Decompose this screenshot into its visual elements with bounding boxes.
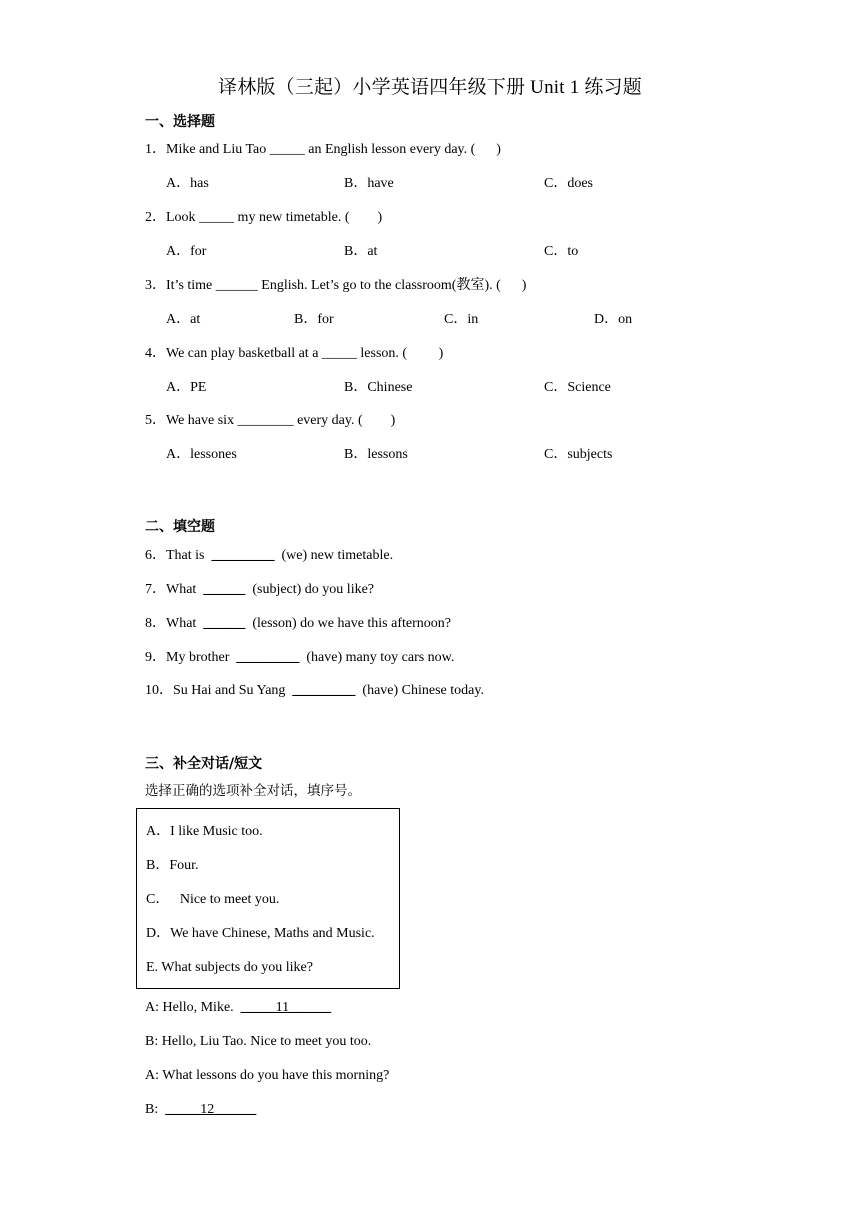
dialogue-line-2: B: Hello, Liu Tao. Nice to meet you too. [145,1034,372,1049]
q3-option-b: B．for [294,312,334,327]
q5-option-a: A．lessones [166,447,237,462]
box-option-b: B．Four. [146,858,199,873]
fill-item-10-pre: 10．Su Hai and Su Yang [145,683,293,698]
q3-option-d: D．on [594,312,633,327]
q5-option-c: C．subjects [544,447,613,462]
q4-option-c: C．Science [544,380,611,395]
fill-blank-6[interactable]: _________ [211,548,275,563]
options-box [136,808,400,989]
fill-item-9-post: (have) many toy cars now. [299,650,455,665]
dialogue-line-3: A: What lessons do you have this morning? [145,1068,390,1083]
q2-option-a: A．for [166,244,207,259]
fill-item-8 [145,614,451,634]
section-heading-fill-in: 二、填空题 [145,519,215,535]
q4-option-a: A．PE [166,380,207,395]
question-2: 2．Look _____ my new timetable. ( ) [145,210,383,225]
section-heading-multiple-choice: 一、选择题 [145,114,215,130]
fill-item-7-pre: 7．What [145,582,204,597]
q1-option-a: A．has [166,176,209,191]
box-option-a: A．I like Music too. [146,824,263,839]
box-option-d: D．We have Chinese, Maths and Music. [146,926,375,941]
q5-option-b: B．lessons [344,447,408,462]
dialogue-line-4 [145,1100,256,1120]
fill-blank-8[interactable]: ______ [203,616,246,631]
question-5: 5．We have six ________ every day. ( ) [145,413,396,428]
fill-item-10 [145,681,484,701]
fill-item-6-pre: 6．That is [145,548,212,563]
q4-option-b: B．Chinese [344,380,413,395]
fill-item-9-pre: 9．My brother [145,650,237,665]
fill-item-7 [145,580,374,600]
box-option-e: E. What subjects do you like? [146,960,313,975]
q2-option-c: C．to [544,244,579,259]
box-option-c: C． Nice to meet you. [146,892,280,907]
page-title: 译林版（三起）小学英语四年级下册 Unit 1 练习题 [218,77,642,98]
q2-option-b: B．at [344,244,378,259]
q1-option-c: C．does [544,176,593,191]
fill-item-7-post: (subject) do you like? [245,582,375,597]
q3-option-c: C．in [444,312,479,327]
question-3: 3．It’s time ______ English. Let’s go to the classroom(教室). ( ) [145,278,527,293]
fill-item-6 [145,546,393,566]
question-1: 1．Mike and Liu Tao _____ an English lesson every day. ( ) [145,142,501,157]
dialogue-line-1 [145,998,331,1018]
q3-option-a: A．at [166,312,201,327]
section-heading-dialogue: 三、补全对话/短文 [145,756,263,772]
fill-item-6-post: (we) new timetable. [274,548,394,563]
dialogue-line-1-text: A: Hello, Mike. [145,1000,241,1015]
q1-option-b: B．have [344,176,394,191]
instruction-text: 选择正确的选项补全对话，填序号。 [145,783,361,799]
fill-blank-7[interactable]: ______ [203,582,246,597]
dialogue-blank-12[interactable]: _____12______ [165,1102,257,1117]
fill-item-9 [145,648,454,668]
fill-item-8-post: (lesson) do we have this afternoon? [245,616,451,631]
dialogue-line-4-text: B: [145,1102,166,1117]
fill-blank-10[interactable]: _________ [292,683,356,698]
question-4: 4．We can play basketball at a _____ lesson. ( ) [145,346,444,361]
fill-blank-9[interactable]: _________ [236,650,300,665]
dialogue-blank-11[interactable]: _____11______ [240,1000,332,1015]
fill-item-8-pre: 8．What [145,616,204,631]
fill-item-10-post: (have) Chinese today. [355,683,484,698]
